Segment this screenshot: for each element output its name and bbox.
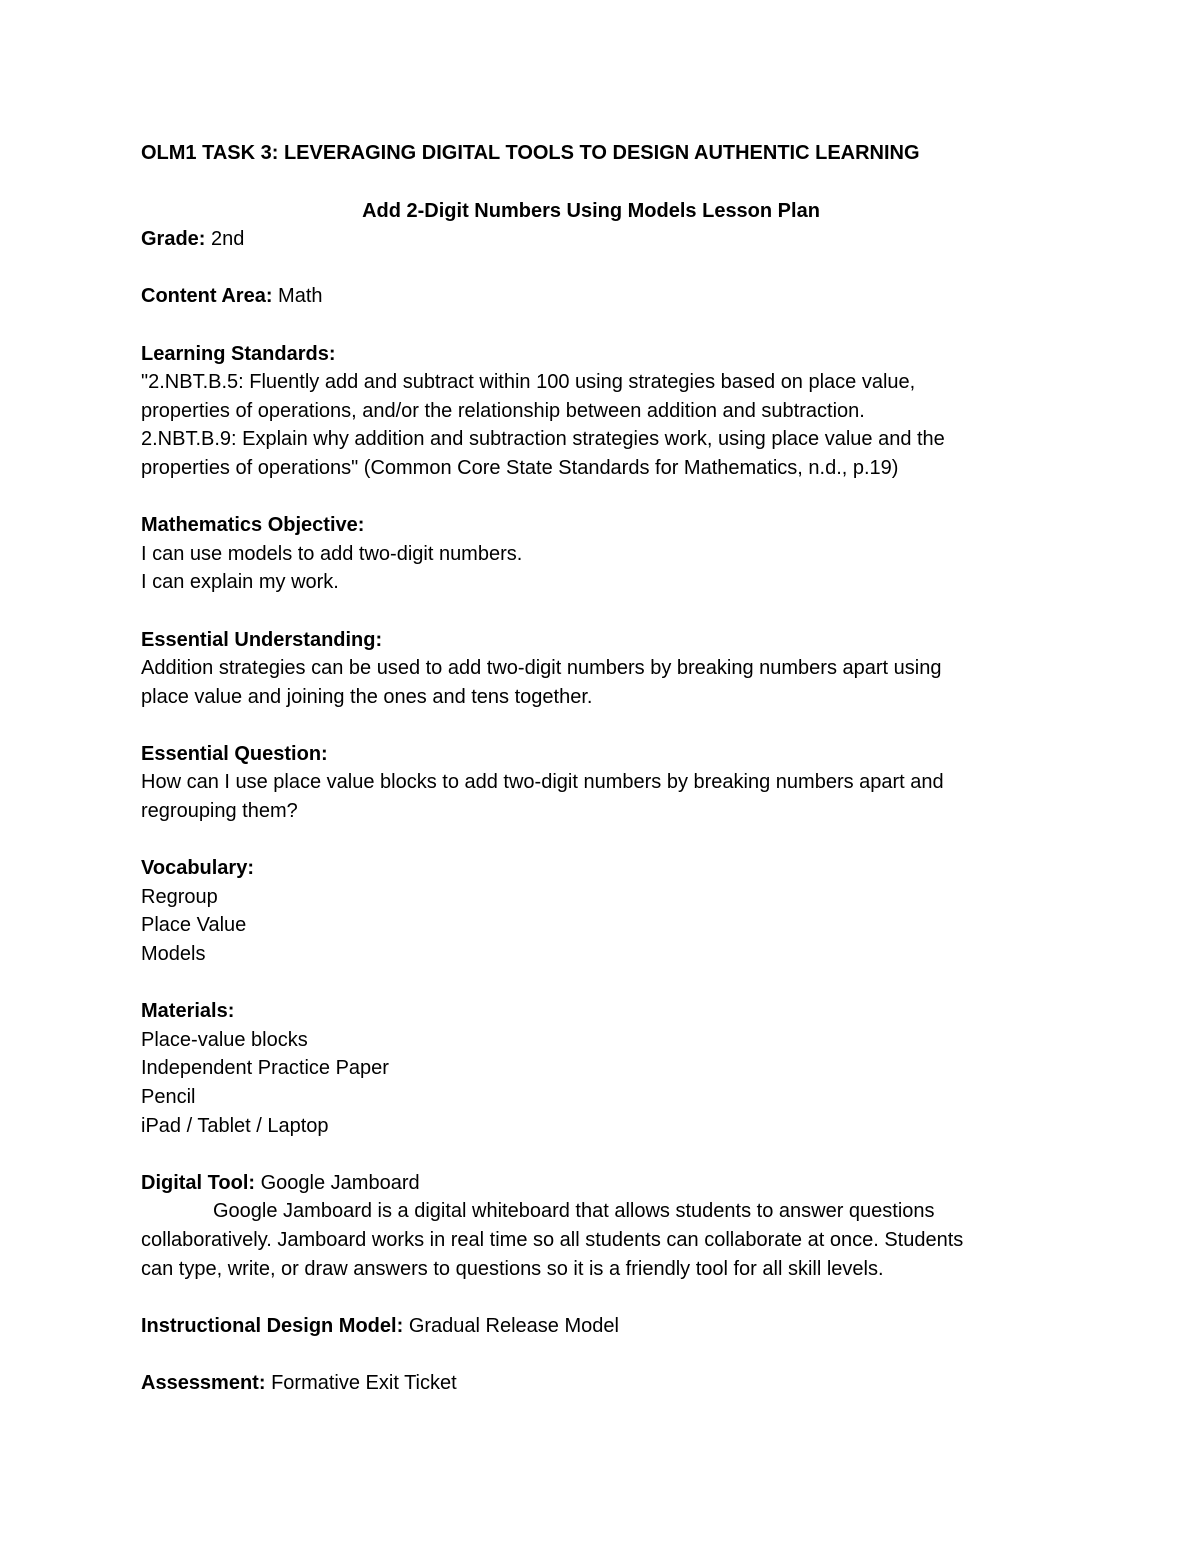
grade-label: Grade: bbox=[141, 228, 206, 251]
digital-tool-section bbox=[141, 1169, 1041, 1283]
lesson-plan-subtitle: Add 2-Digit Numbers Using Models Lesson Plan bbox=[362, 199, 820, 222]
mathematics-objective-label: Mathematics Objective: bbox=[141, 514, 365, 537]
essential-understanding-section bbox=[141, 626, 1041, 712]
content-area-value: Math bbox=[278, 285, 323, 308]
instructional-design-label: Instructional Design Model: bbox=[141, 1314, 404, 1337]
vocabulary-section bbox=[141, 854, 1041, 968]
learning-standards-line: 2.NBT.B.9: Explain why addition and subtraction strategies work, using place value and the bbox=[141, 428, 945, 451]
learning-standards-label: Learning Standards: bbox=[141, 342, 336, 365]
digital-tool-description-line: Google Jamboard is a digital whiteboard that allows students to answer questions bbox=[213, 1200, 935, 1223]
essential-question-section bbox=[141, 740, 1041, 826]
materials-item: Place-value blocks bbox=[141, 1028, 308, 1051]
vocabulary-item: Models bbox=[141, 943, 206, 966]
vocabulary-item: Regroup bbox=[141, 885, 218, 908]
assessment-value: Formative Exit Ticket bbox=[271, 1371, 457, 1394]
learning-standards-line: "2.NBT.B.5: Fluently add and subtract within 100 using strategies based on place value, bbox=[141, 371, 916, 394]
materials-label: Materials: bbox=[141, 1000, 235, 1023]
essential-question-label: Essential Question: bbox=[141, 742, 328, 765]
materials-item: iPad / Tablet / Laptop bbox=[141, 1114, 329, 1137]
essential-question-line: How can I use place value blocks to add two-digit numbers by breaking numbers apart and bbox=[141, 771, 944, 794]
digital-tool-field bbox=[141, 1169, 1041, 1198]
content-area-label: Content Area: bbox=[141, 285, 273, 308]
assessment-label: Assessment: bbox=[141, 1371, 266, 1394]
materials-item: Independent Practice Paper bbox=[141, 1057, 389, 1080]
materials-item: Pencil bbox=[141, 1086, 196, 1108]
grade-value: 2nd bbox=[211, 228, 245, 251]
learning-standards-line: properties of operations, and/or the relationship between addition and subtraction. bbox=[141, 399, 865, 422]
objective-line: I can use models to add two-digit numbers. bbox=[141, 542, 523, 565]
digital-tool-description-line: collaboratively. Jamboard works in real time so all students can collaborate at once. Students bbox=[141, 1228, 964, 1251]
digital-tool-description-line: can type, write, or draw answers to questions so it is a friendly tool for all skill levels. bbox=[141, 1257, 884, 1280]
learning-standards-section bbox=[141, 340, 1041, 483]
instructional-design-value: Gradual Release Model bbox=[408, 1314, 619, 1337]
mathematics-objective-section bbox=[141, 511, 1041, 597]
essential-understanding-line: place value and joining the ones and tens together. bbox=[141, 685, 593, 708]
objective-line: I can explain my work. bbox=[141, 571, 339, 594]
digital-tool-label: Digital Tool: bbox=[141, 1171, 256, 1194]
vocabulary-label: Vocabulary: bbox=[141, 857, 254, 880]
essential-understanding-label: Essential Understanding: bbox=[141, 628, 383, 651]
document-title: OLM1 TASK 3: LEVERAGING DIGITAL TOOLS TO DESIGN AUTHENTIC LEARNING bbox=[141, 142, 920, 164]
content-area-field bbox=[141, 282, 1041, 311]
digital-tool-value: Google Jamboard bbox=[260, 1171, 420, 1194]
document-body bbox=[141, 139, 1041, 1398]
essential-question-line: regrouping them? bbox=[141, 800, 298, 823]
instructional-design-field bbox=[141, 1312, 1041, 1341]
vocabulary-item: Place Value bbox=[141, 914, 247, 937]
assessment-field bbox=[141, 1369, 1041, 1398]
grade-field bbox=[141, 225, 1041, 254]
learning-standards-line: properties of operations" (Common Core State Standards for Mathematics, n.d., p.19) bbox=[141, 456, 899, 479]
essential-understanding-line: Addition strategies can be used to add two-digit numbers by breaking numbers apart using bbox=[141, 657, 942, 680]
materials-section bbox=[141, 997, 1041, 1140]
